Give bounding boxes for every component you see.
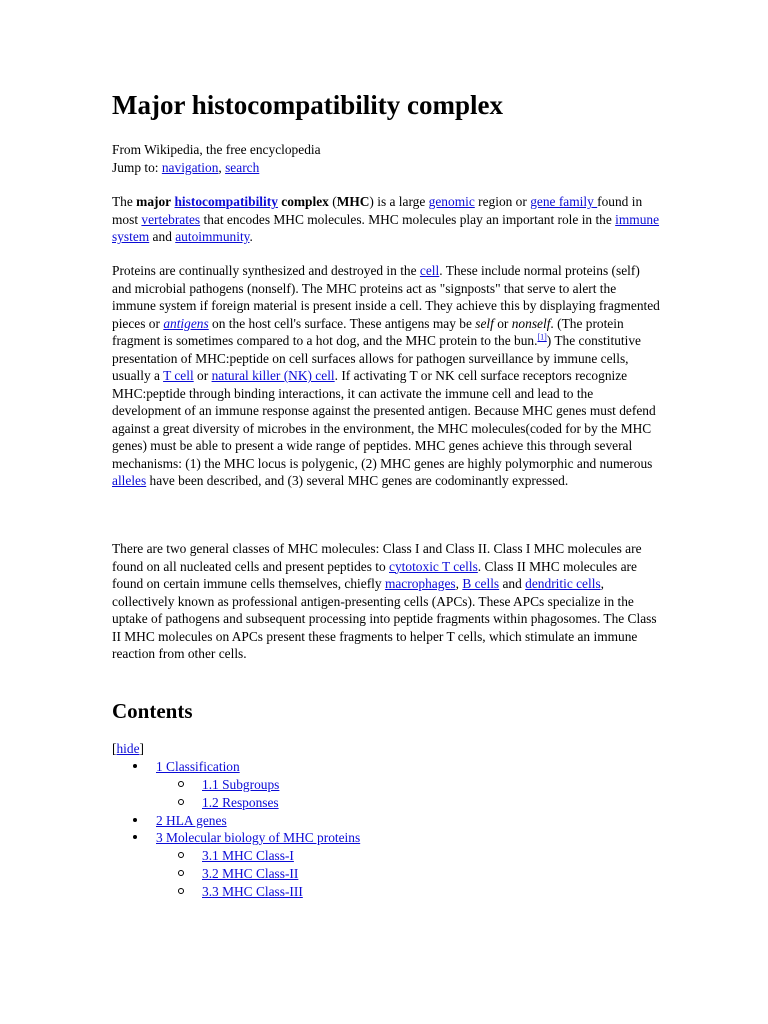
text: , collectively known as professional antigen-presenting cells (APCs). These APCs specialize in the uptake of pathogens and subsequent processing into peptide fragments within phagosomes. The Class II MHC molecules on APCs present these fragments to helper T cells, which stimulate an immune reaction from other cells. [112,576,657,661]
toc-item [112,758,512,776]
text: There are two general classes of MHC molecules: Class I and Class II. Class I MHC molecules are found on all nucleated cells and present peptides to [112,541,642,574]
text: , [455,576,463,591]
italic-text: nonself [511,315,551,331]
page-title: Major histocompatibility complex [112,90,503,120]
toc-item [112,865,512,883]
toc-link-mhc-class-iii[interactable]: 3.3 MHC Class-III [202,884,303,900]
table-of-contents [112,740,512,901]
bold-text: complex [281,194,329,209]
jump-to-line [112,159,259,177]
circle-bullet-icon [178,883,184,901]
text: ( [328,194,337,209]
toc-link-mhc-class-ii[interactable]: 3.2 MHC Class-II [202,866,299,882]
toc-link-subgroups[interactable]: 1.1 Subgroups [202,776,280,792]
toc-toggle-row [112,740,512,758]
text: or [493,315,512,331]
b-cells-link[interactable]: B cells [462,576,500,591]
histocompatibility-link[interactable]: histocompatibility [174,194,278,209]
cell-link[interactable]: cell [419,263,440,278]
genomic-link[interactable]: genomic [428,194,475,209]
text: . (The protein fragment is sometimes compared to a hot dog, and the MHC protein to the bun. [112,315,624,348]
circle-bullet-icon [178,776,184,794]
text: and [499,576,526,591]
text: and [149,229,176,244]
bullet-icon [133,829,137,847]
toc-link-molecular-biology[interactable]: 3 Molecular biology of MHC proteins [156,830,361,846]
text: ) The constitutive presentation of MHC:peptide on cell surfaces allows for pathogen surveillance by immune cells, usually a [112,333,641,383]
toc-item [112,776,512,794]
circle-bullet-icon [178,847,184,865]
dendritic-cells-link[interactable]: dendritic cells [525,576,601,591]
toc-item [112,829,512,847]
jump-to-label: Jump to: [112,160,162,175]
text: . Class II MHC molecules are found on certain immune cells themselves, chiefly [112,558,637,591]
bullet-icon [133,758,137,776]
text: region or [474,194,531,209]
italic-text: self [475,315,494,331]
intro-paragraph [112,193,660,246]
text: . These include normal proteins (self) and microbial pathogens (nonself). The MHC proteins act as "signposts" that serve to alert the immune system if foreign material is present inside a cell. They achieve this by displaying fragmented pieces or [112,263,660,331]
text: ) is a large [369,194,429,209]
text: on the host cell's surface. These antigens may be [208,315,476,331]
toc-item [112,883,512,901]
classes-paragraph [112,540,660,663]
gene-family-link[interactable]: gene family [530,194,598,209]
toc-link-mhc-class-i[interactable]: 3.1 MHC Class-I [202,848,294,864]
toc-item [112,794,512,812]
toc-link-classification[interactable]: 1 Classification [156,758,240,774]
cytotoxic-t-cells-link[interactable]: cytotoxic T cells [389,558,478,574]
bold-text: MHC [336,194,370,209]
proteins-paragraph [112,262,660,490]
toc-link-responses[interactable]: 1.2 Responses [202,794,279,810]
text: . [249,229,253,244]
bold-text: major [136,194,172,209]
text: . If activating T or NK cell surface receptors recognize MHC:peptide through binding interactions, it can activate the immune cell and lead to the development of an immune response against the presented antigen. Because MHC genes must defend against a great diversity of microbes in the environment, the MHC molecules(coded for by the MHC genes) must be able to present a wide range of peptides. MHC genes achieve this through several mechanisms: (1) the MHC locus is polygenic, (2) MHC genes are highly polymorphic and numerous [112,368,656,471]
text: or [193,368,212,383]
autoimmunity-link[interactable]: autoimmunity [175,229,250,244]
hide-toc-link[interactable]: hide [116,741,140,756]
navigation-link[interactable]: navigation [161,160,219,175]
toc-item [112,847,512,865]
text: found in most [112,194,643,227]
search-link[interactable]: search [225,160,260,175]
text: The [112,194,137,209]
citation-link[interactable]: [1] [537,332,547,342]
antigens-link[interactable]: antigens [163,315,209,331]
toc-link-hla-genes[interactable]: 2 HLA genes [156,812,227,828]
alleles-link[interactable]: alleles [112,473,147,488]
bracket: [ [112,741,117,756]
text: Proteins are continually synthesized and destroyed in the [112,263,420,278]
nk-cell-link[interactable]: natural killer (NK) cell [211,368,335,383]
immune-system-link[interactable]: immune system [112,211,660,244]
vertebrates-link[interactable]: vertebrates [141,211,201,227]
bracket: ] [139,741,144,756]
toc-item [112,812,512,830]
site-subtitle: From Wikipedia, the free encyclopedia [112,142,321,157]
circle-bullet-icon [178,794,184,812]
text: that encodes MHC molecules. MHC molecules play an important role in the [200,211,616,227]
t-cell-link[interactable]: T cell [163,368,194,383]
contents-heading: Contents [112,699,193,723]
bullet-icon [133,812,137,830]
text: have been described, and (3) several MHC genes are codominantly expressed. [146,473,569,488]
jump-separator: , [218,160,226,175]
circle-bullet-icon [178,865,184,883]
macrophages-link[interactable]: macrophages [384,576,456,591]
